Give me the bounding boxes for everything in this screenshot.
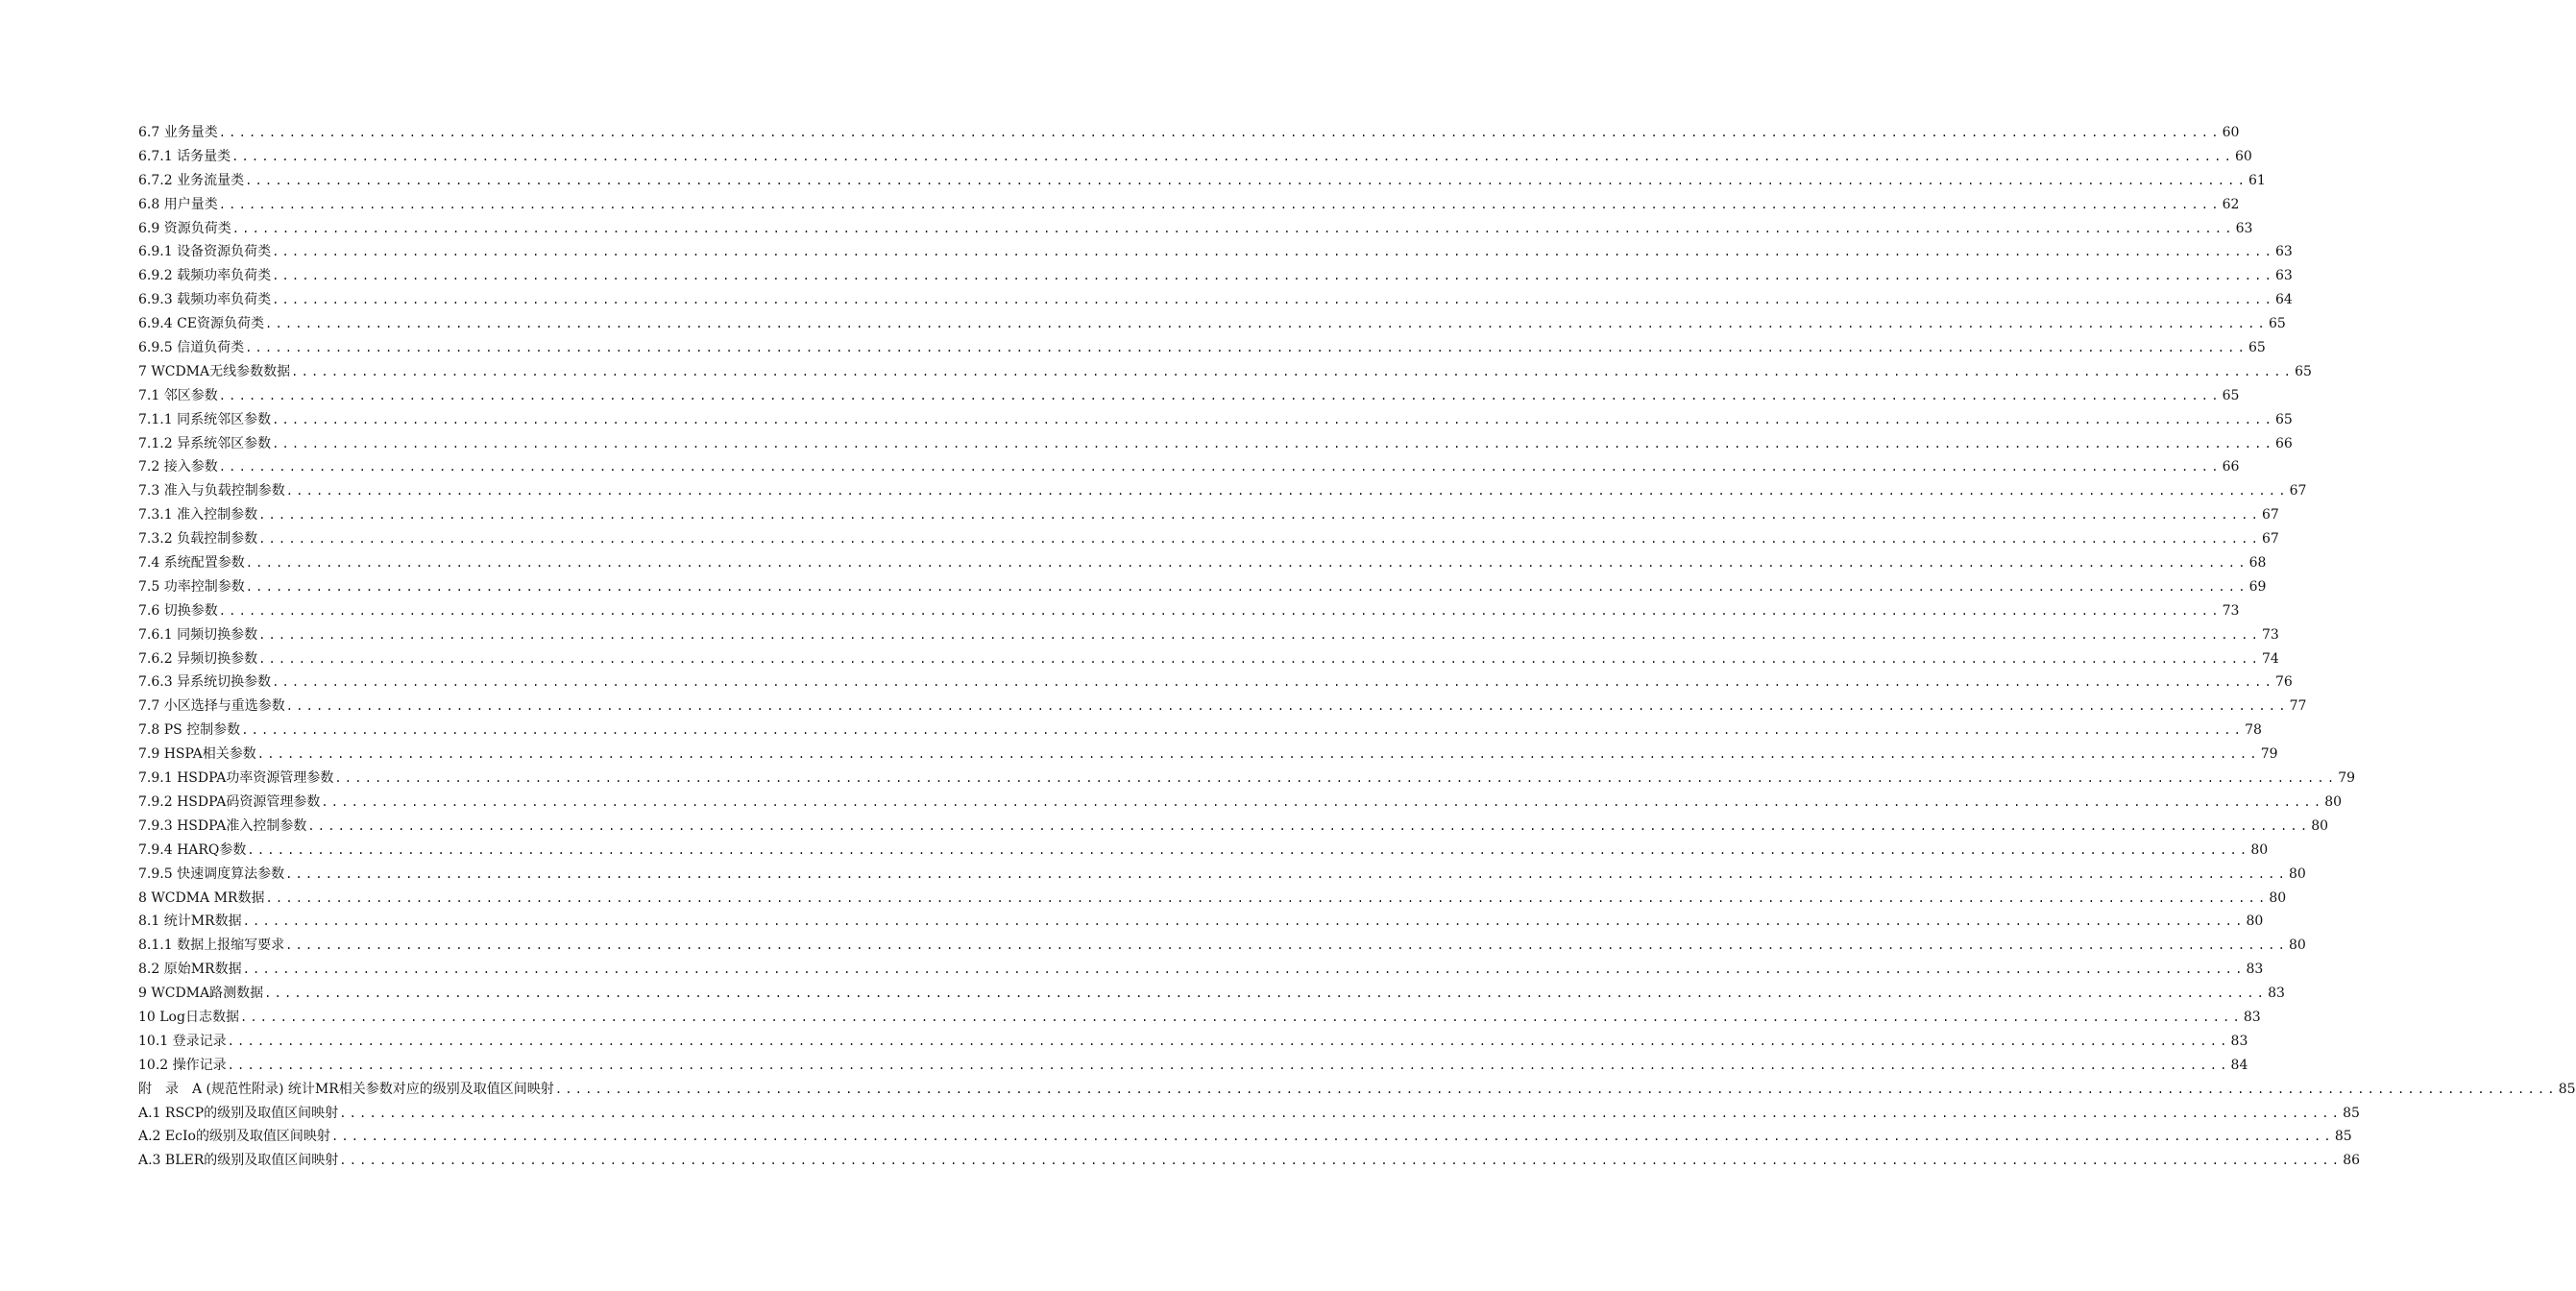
toc-leader-dots: ........................................................................................................................................................................................................ (227, 1034, 2230, 1048)
toc-entry[interactable] (138, 169, 2266, 193)
toc-entry-page-number: 80 (2311, 817, 2329, 834)
toc-entry-label: 8 WCDMA MR数据 (138, 889, 265, 906)
toc-leader-dots: ........................................................................................................................................................................................................ (307, 818, 2311, 833)
toc-leader-dots: ........................................................................................................................................................................................................ (265, 317, 2268, 331)
toc-entry[interactable] (138, 1054, 2248, 1078)
toc-entry-page-number: 66 (2275, 435, 2293, 451)
toc-entry-label: 7.9.3 HSDPA准入控制参数 (138, 817, 307, 834)
toc-entry-label: 6.9.1 设备资源负荷类 (138, 244, 272, 260)
toc-entry-page-number: 80 (2269, 889, 2287, 906)
toc-entry-label: 6.9.4 CE资源负荷类 (138, 316, 265, 332)
toc-entry[interactable] (138, 432, 2293, 456)
toc-entry-page-number: 67 (2262, 507, 2279, 524)
toc-leader-dots: ........................................................................................................................................................................................................ (218, 603, 2222, 618)
toc-entry-page-number: 73 (2262, 626, 2279, 643)
toc-entry-page-number: 69 (2248, 578, 2267, 595)
toc-entry[interactable] (138, 599, 2240, 623)
toc-entry-label: 8.2 原始MR数据 (138, 962, 242, 978)
toc-leader-dots: ........................................................................................................................................................................................................ (339, 1106, 2343, 1120)
toc-entry[interactable] (138, 264, 2293, 288)
toc-entry-label: 6.9 资源负荷类 (138, 220, 231, 236)
toc-entry[interactable] (138, 670, 2293, 694)
toc-leader-dots: ........................................................................................................................................................................................................ (272, 675, 2274, 690)
toc-entry-label: 7.4 系统配置参数 (138, 555, 245, 572)
toc-entry[interactable] (138, 743, 2278, 767)
toc-entry-label: 7.1.2 异系统邻区参数 (138, 435, 272, 451)
toc-entry-page-number: 80 (2324, 793, 2343, 810)
toc-entry-label: 6.9.5 信道负荷类 (138, 340, 245, 356)
toc-entry-label: 6.7 业务量类 (138, 125, 218, 140)
toc-entry[interactable] (138, 982, 2285, 1006)
toc-entry[interactable] (138, 815, 2329, 839)
toc-entry-page-number: 65 (2268, 316, 2286, 332)
toc-leader-dots: ........................................................................................................................................................................................................ (245, 173, 2248, 187)
toc-entry-label: 6.9.3 载频功率负荷类 (138, 292, 272, 308)
toc-leader-dots: ........................................................................................................................................................................................................ (231, 221, 2235, 235)
toc-entry[interactable] (138, 863, 2306, 887)
toc-entry-label: 7.1.1 同系统邻区参数 (138, 411, 272, 427)
toc-entry[interactable] (138, 1149, 2361, 1173)
toc-entry-label: 7.6.1 同频切换参数 (138, 626, 258, 643)
toc-leader-dots: ........................................................................................................................................................................................................ (272, 269, 2274, 283)
toc-entry-label: A.1 RSCP的级别及取值区间映射 (138, 1105, 339, 1121)
toc-leader-dots: ........................................................................................................................................................................................................ (258, 532, 2261, 547)
toc-entry-page-number: 63 (2275, 268, 2293, 284)
toc-leader-dots: ........................................................................................................................................................................................................ (241, 723, 2245, 738)
toc-entry-label: 6.7.1 话务量类 (138, 148, 231, 164)
toc-leader-dots: ........................................................................................................................................................................................................ (218, 388, 2222, 402)
toc-entry[interactable] (138, 408, 2293, 432)
toc-entry[interactable] (138, 312, 2286, 336)
toc-leader-dots: ........................................................................................................................................................................................................ (285, 484, 2289, 499)
toc-entry[interactable] (138, 1078, 2576, 1102)
toc-entry[interactable] (138, 121, 2240, 145)
toc-entry[interactable] (138, 575, 2267, 599)
toc-entry[interactable] (138, 719, 2262, 743)
toc-leader-dots: ........................................................................................................................................................................................................ (264, 987, 2268, 1001)
toc-leader-dots: ........................................................................................................................................................................................................ (227, 1058, 2230, 1072)
toc-entry-label: 7.7 小区选择与重选参数 (138, 698, 285, 715)
toc-entry-page-number: 76 (2275, 674, 2293, 691)
toc-entry-label: 6.7.2 业务流量类 (138, 172, 245, 188)
toc-entry[interactable] (138, 839, 2269, 863)
toc-entry-label: A.2 EcIo的级别及取值区间映射 (138, 1129, 330, 1145)
toc-entry-page-number: 63 (2235, 220, 2253, 236)
toc-entry-label: 7.9.5 快速调度算法参数 (138, 865, 285, 882)
toc-entry-page-number: 67 (2289, 483, 2307, 499)
toc-entry-label: 7.5 功率控制参数 (138, 578, 245, 595)
toc-entry[interactable] (138, 647, 2279, 671)
toc-entry-label: 7.6.2 异频切换参数 (138, 650, 258, 667)
toc-leader-dots: ........................................................................................................................................................................................................ (330, 1130, 2334, 1144)
toc-entry-label: 7.6 切换参数 (138, 602, 218, 619)
toc-entry-label: 10 Log日志数据 (138, 1009, 239, 1025)
toc-entry-label: 7.9.2 HSDPA码资源管理参数 (138, 793, 321, 810)
toc-entry-page-number: 73 (2222, 602, 2240, 619)
toc-leader-dots: ........................................................................................................................................................................................................ (339, 1154, 2343, 1168)
toc-entry[interactable] (138, 360, 2312, 384)
toc-entry-label: 7.6.3 异系统切换参数 (138, 674, 272, 691)
toc-entry-page-number: 80 (2246, 913, 2264, 930)
toc-leader-dots: ........................................................................................................................................................................................................ (265, 890, 2269, 905)
toc-leader-dots: ........................................................................................................................................................................................................ (272, 293, 2274, 307)
toc-entry[interactable] (138, 1030, 2248, 1054)
toc-entry-page-number: 80 (2289, 938, 2306, 954)
toc-entry-page-number: 65 (2248, 340, 2266, 356)
toc-leader-dots: ........................................................................................................................................................................................................ (334, 771, 2338, 786)
toc-entry-label: 7.9 HSPA相关参数 (138, 746, 256, 763)
toc-entry[interactable] (138, 623, 2279, 647)
toc-entry-page-number: 85 (2343, 1105, 2360, 1121)
toc-leader-dots: ........................................................................................................................................................................................................ (285, 866, 2288, 881)
toc-leader-dots: ........................................................................................................................................................................................................ (218, 197, 2222, 211)
toc-leader-dots: ........................................................................................................................................................................................................ (554, 1082, 2558, 1096)
toc-entry[interactable] (138, 1006, 2261, 1030)
toc-entry-page-number: 67 (2262, 531, 2279, 548)
toc-entry[interactable] (138, 479, 2307, 503)
toc-entry-label: 6.9.2 载频功率负荷类 (138, 268, 272, 284)
table-of-contents (138, 121, 2576, 1173)
toc-entry-page-number: 83 (2268, 986, 2285, 1002)
toc-leader-dots: ........................................................................................................................................................................................................ (218, 126, 2222, 139)
toc-entry[interactable] (138, 694, 2307, 719)
toc-entry-page-number: 64 (2275, 292, 2293, 308)
toc-entry-label: 7.2 接入参数 (138, 459, 218, 475)
toc-entry-page-number: 65 (2295, 363, 2312, 379)
toc-leader-dots: ........................................................................................................................................................................................................ (245, 579, 2248, 594)
toc-entry[interactable] (138, 551, 2267, 575)
toc-entry[interactable] (138, 934, 2306, 958)
toc-entry-page-number: 65 (2275, 411, 2293, 427)
toc-entry[interactable] (138, 217, 2253, 241)
toc-entry-page-number: 83 (2243, 1009, 2261, 1025)
toc-entry[interactable] (138, 1125, 2352, 1149)
toc-entry-page-number: 60 (2222, 125, 2240, 140)
toc-entry-page-number: 83 (2246, 962, 2264, 978)
toc-entry[interactable] (138, 145, 2252, 169)
toc-entry[interactable] (138, 240, 2293, 264)
toc-entry[interactable] (138, 887, 2287, 911)
toc-leader-dots: ........................................................................................................................................................................................................ (247, 842, 2250, 857)
toc-entry-page-number: 66 (2222, 459, 2240, 475)
toc-entry[interactable] (138, 455, 2240, 479)
toc-entry-label: 8.1 统计MR数据 (138, 913, 242, 930)
toc-leader-dots: ........................................................................................................................................................................................................ (272, 436, 2274, 451)
toc-leader-dots: ........................................................................................................................................................................................................ (218, 460, 2222, 475)
toc-entry[interactable] (138, 288, 2293, 312)
toc-entry[interactable] (138, 193, 2240, 217)
toc-leader-dots: ........................................................................................................................................................................................................ (242, 914, 2246, 929)
toc-leader-dots: ........................................................................................................................................................................................................ (231, 149, 2234, 163)
toc-entry[interactable] (138, 767, 2356, 791)
toc-entry[interactable] (138, 384, 2240, 408)
toc-leader-dots: ........................................................................................................................................................................................................ (272, 412, 2274, 426)
toc-entry-page-number: 60 (2235, 148, 2252, 164)
toc-entry[interactable] (138, 791, 2343, 815)
toc-entry-label: 7.8 PS 控制参数 (138, 722, 241, 739)
toc-entry-label: 9 WCDMA路测数据 (138, 986, 264, 1002)
toc-entry-page-number: 80 (2250, 841, 2269, 858)
toc-entry[interactable] (138, 1102, 2360, 1126)
toc-entry[interactable] (138, 910, 2264, 934)
toc-entry-label: 7.1 邻区参数 (138, 387, 218, 403)
toc-leader-dots: ........................................................................................................................................................................................................ (245, 556, 2248, 571)
toc-entry[interactable] (138, 958, 2264, 982)
toc-entry-page-number: 63 (2275, 244, 2293, 260)
toc-entry-label: 8.1.1 数据上报缩写要求 (138, 938, 285, 954)
toc-entry-page-number: 85 (2558, 1081, 2576, 1097)
toc-entry-page-number: 61 (2248, 172, 2266, 188)
toc-entry-label: 7 WCDMA无线参数数据 (138, 363, 291, 379)
toc-leader-dots: ........................................................................................................................................................................................................ (291, 364, 2295, 378)
toc-leader-dots: ........................................................................................................................................................................................................ (256, 747, 2260, 762)
toc-leader-dots: ........................................................................................................................................................................................................ (245, 341, 2248, 355)
toc-entry-label: 6.8 用户量类 (138, 196, 218, 212)
toc-leader-dots: ........................................................................................................................................................................................................ (258, 508, 2261, 523)
toc-entry-label: 7.3 准入与负载控制参数 (138, 483, 285, 499)
toc-leader-dots: ........................................................................................................................................................................................................ (258, 627, 2261, 642)
toc-entry-page-number: 86 (2343, 1153, 2361, 1169)
toc-entry-page-number: 83 (2230, 1033, 2248, 1049)
toc-entry-label: 7.3.1 准入控制参数 (138, 507, 258, 524)
toc-entry-label: 10.1 登录记录 (138, 1033, 227, 1049)
toc-leader-dots: ........................................................................................................................................................................................................ (239, 1010, 2243, 1024)
toc-entry-label: A.3 BLER的级别及取值区间映射 (138, 1153, 339, 1169)
toc-entry-page-number: 65 (2222, 387, 2240, 403)
toc-entry[interactable] (138, 527, 2279, 551)
toc-entry[interactable] (138, 503, 2279, 527)
toc-leader-dots: ........................................................................................................................................................................................................ (285, 699, 2289, 714)
toc-entry-page-number: 80 (2289, 865, 2306, 882)
toc-leader-dots: ........................................................................................................................................................................................................ (272, 245, 2274, 259)
toc-entry-label: 7.3.2 负载控制参数 (138, 531, 258, 548)
toc-entry-page-number: 84 (2230, 1057, 2248, 1073)
toc-leader-dots: ........................................................................................................................................................................................................ (258, 651, 2261, 666)
toc-leader-dots: ........................................................................................................................................................................................................ (321, 794, 2324, 809)
toc-entry-label: 10.2 操作记录 (138, 1057, 227, 1073)
toc-entry-label: 7.9.1 HSDPA功率资源管理参数 (138, 770, 334, 787)
toc-entry-label: 7.9.4 HARQ参数 (138, 841, 247, 858)
toc-entry-page-number: 68 (2248, 555, 2267, 572)
toc-entry-page-number: 62 (2222, 196, 2240, 212)
toc-entry-label: 附 录 A (规范性附录) 统计MR相关参数对应的级别及取值区间映射 (138, 1081, 554, 1097)
toc-entry-page-number: 85 (2334, 1129, 2352, 1145)
toc-entry-page-number: 74 (2262, 650, 2279, 667)
toc-entry-page-number: 79 (2338, 770, 2356, 787)
toc-entry[interactable] (138, 336, 2266, 360)
toc-entry-page-number: 77 (2289, 698, 2307, 715)
toc-entry-page-number: 78 (2245, 722, 2262, 739)
toc-leader-dots: ........................................................................................................................................................................................................ (285, 938, 2288, 953)
toc-leader-dots: ........................................................................................................................................................................................................ (242, 962, 2246, 977)
toc-entry-page-number: 79 (2260, 746, 2278, 763)
